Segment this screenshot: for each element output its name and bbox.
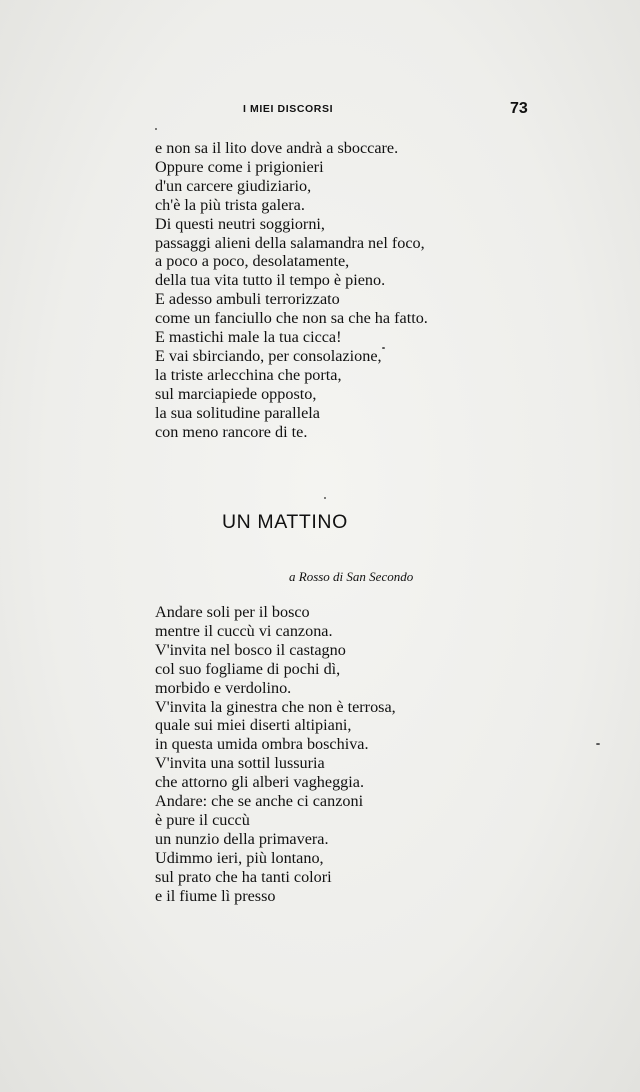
print-speck — [382, 347, 385, 349]
verse-line: E vai sbirciando, per consolazione, — [155, 346, 382, 365]
verse-line: a poco a poco, desolatamente, — [155, 252, 350, 271]
verse-line: Udimmo ieri, più lontano, — [155, 848, 324, 867]
verse-line: V'invita la ginestra che non è terrosa, — [155, 697, 396, 716]
verse-line: col suo fogliame di pochi dì, — [155, 659, 341, 678]
verse-line: sul marciapiede opposto, — [155, 384, 317, 403]
poem-continuation — [155, 139, 428, 442]
verse-line: E mastichi male la tua cicca! — [155, 328, 342, 347]
verse-line: d'un carcere giudiziario, — [155, 176, 312, 195]
verse-line: della tua vita tutto il tempo è pieno. — [155, 271, 386, 290]
running-title: I MIEI DISCORSI — [243, 103, 334, 115]
print-speck — [155, 128, 157, 130]
verse-line: con meno rancore di te. — [155, 422, 308, 441]
verse-line: morbido e verdolino. — [155, 678, 292, 697]
poem-title: UN MATTINO — [222, 511, 348, 533]
print-speck — [596, 743, 600, 745]
verse-line: V'invita una sottil lussuria — [155, 754, 325, 773]
print-speck — [324, 497, 326, 499]
verse-line: Di questi neutri soggiorni, — [155, 214, 325, 233]
verse-line: e non sa il lito dove andrà a sboccare. — [155, 139, 399, 157]
verse-line: come un fanciullo che non sa che ha fatto. — [155, 309, 428, 328]
verse-line: in questa umida ombra boschiva. — [155, 735, 369, 754]
verse-line: la triste arlecchina che porta, — [155, 365, 342, 384]
poem-body — [155, 603, 396, 906]
verse-line: un nunzio della primavera. — [155, 829, 329, 848]
verse-line: V'invita nel bosco il castagno — [155, 640, 346, 659]
verse-line: Oppure come i prigionieri — [155, 157, 324, 176]
page-number: 73 — [510, 100, 528, 117]
running-head — [0, 100, 640, 123]
poem-dedication: a Rosso di San Secondo — [289, 569, 414, 584]
verse-line: è pure il cuccù — [155, 810, 250, 829]
verse-line: sul prato che ha tanti colori — [155, 867, 332, 886]
verse-line: passaggi alieni della salamandra nel foco, — [155, 233, 425, 252]
verse-line: ch'è la più trista galera. — [155, 195, 305, 214]
verse-line: Andare soli per il bosco — [155, 603, 310, 621]
verse-line: Andare: che se anche ci canzoni — [155, 792, 364, 811]
verse-line: mentre il cuccù vi canzona. — [155, 621, 333, 640]
verse-line: e il fiume lì presso — [155, 886, 276, 905]
verse-line: E adesso ambuli terrorizzato — [155, 290, 340, 309]
verse-line: quale sui miei diserti altipiani, — [155, 716, 352, 735]
verse-line: che attorno gli alberi vagheggia. — [155, 773, 365, 792]
verse-line: la sua solitudine parallela — [155, 403, 320, 422]
